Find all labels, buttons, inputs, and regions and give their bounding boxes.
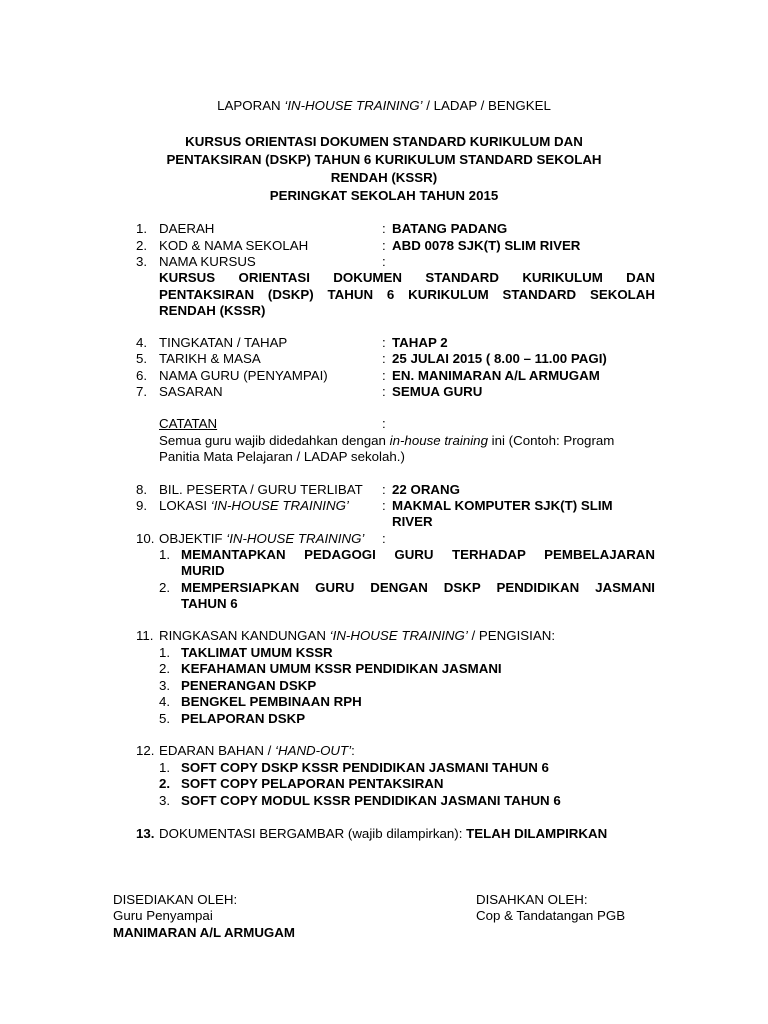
heading-line-1: KURSUS ORIENTASI DOKUMEN STANDARD KURIKULUM DAN (185, 134, 583, 149)
colon: : (382, 254, 386, 269)
list-item-number: 3. (159, 678, 171, 693)
item-label-sasaran: SASARAN (159, 384, 223, 399)
kursus-detail-line-3: RENDAH (KSSR) (159, 303, 266, 318)
list-item-number: 2. (159, 776, 171, 791)
colon: : (382, 351, 386, 366)
objective-line: MEMPERSIAPKAN GURU DENGAN DSKP PENDIDIKAN JASMANI (181, 580, 655, 595)
objective-line: TAHUN 6 (181, 596, 238, 611)
colon: : (382, 384, 386, 399)
kursus-detail-line-2: PENTAKSIRAN (DSKP) TAHUN 6 KURIKULUM STANDARD SEKOLAH (159, 287, 655, 302)
list-item-number: 2. (159, 661, 171, 676)
colon: : (382, 221, 386, 236)
colon: : (382, 531, 386, 546)
catatan-text-line-2: Panitia Mata Pelajaran / LADAP sekolah.) (159, 449, 405, 464)
objective-number: 2. (159, 580, 171, 595)
item-number: 1. (136, 221, 148, 236)
item-label-peserta: BIL. PESERTA / GURU TERLIBAT (159, 482, 363, 497)
item-value-sekolah: ABD 0078 SJK(T) SLIM RIVER (392, 238, 581, 253)
objective-number: 1. (159, 547, 171, 562)
item-label-edaran: EDARAN BAHAN / ‘HAND-OUT’: (159, 743, 355, 758)
catatan-text-line-1: Semua guru wajib didedahkan dengan in-house training ini (Contoh: Program (159, 433, 615, 448)
item-number: 11. (136, 628, 154, 643)
prepared-by-label: DISEDIAKAN OLEH: (113, 892, 238, 907)
item-label-sekolah: KOD & NAMA SEKOLAH (159, 238, 309, 253)
approved-by-label: DISAHKAN OLEH: (476, 892, 588, 907)
item-value-daerah: BATANG PADANG (392, 221, 508, 236)
heading-line-2: PENTAKSIRAN (DSKP) TAHUN 6 KURIKULUM STANDARD SEKOLAH (166, 152, 602, 167)
item-label-lokasi: LOKASI ‘IN-HOUSE TRAINING’ (159, 498, 349, 513)
objective-line: MEMANTAPKAN PEDAGOGI GURU TERHADAP PEMBELAJARAN (181, 547, 655, 562)
item-number: 4. (136, 335, 148, 350)
item-value-dokumentasi: TELAH DILAMPIRKAN (466, 826, 608, 841)
colon: : (382, 335, 386, 350)
colon: : (382, 416, 386, 431)
heading-line-4: PERINGKAT SEKOLAH TAHUN 2015 (269, 188, 499, 203)
item-label-ringkasan: RINGKASAN KANDUNGAN ‘IN-HOUSE TRAINING’ / PENGISIAN: (159, 628, 556, 643)
item-number: 8. (136, 482, 148, 497)
list-item-number: 4. (159, 694, 171, 709)
list-item-number: 1. (159, 760, 171, 775)
prepared-by-role: Guru Penyampai (113, 908, 213, 923)
colon: : (382, 368, 386, 383)
list-item: TAKLIMAT UMUM KSSR (181, 645, 333, 660)
report-title: LAPORAN ‘IN-HOUSE TRAINING’ / LADAP / BENGKEL (217, 98, 551, 113)
item-value-lokasi-line-1: MAKMAL KOMPUTER SJK(T) SLIM (392, 498, 613, 513)
item-label-daerah: DAERAH (159, 221, 215, 236)
item-number: 10. (136, 531, 155, 546)
approved-by-role: Cop & Tandatangan PGB (476, 908, 626, 923)
item-value-tarikh: 25 JULAI 2015 ( 8.00 – 11.00 PAGI) (392, 351, 607, 366)
item-number: 3. (136, 254, 148, 269)
item-value-tahap: TAHAP 2 (392, 335, 448, 350)
item-number: 7. (136, 384, 148, 399)
item-number: 9. (136, 498, 148, 513)
item-number: 12. (136, 743, 155, 758)
list-item: KEFAHAMAN UMUM KSSR PENDIDIKAN JASMANI (181, 661, 502, 676)
objective-line: MURID (181, 563, 225, 578)
item-label-tahap: TINGKATAN / TAHAP (159, 335, 288, 350)
item-label-objektif: OBJEKTIF ‘IN-HOUSE TRAINING’ (159, 531, 365, 546)
list-item-number: 1. (159, 645, 171, 660)
list-item: SOFT COPY PELAPORAN PENTAKSIRAN (181, 776, 444, 791)
colon: : (382, 498, 386, 513)
item-value-lokasi-line-2: RIVER (392, 514, 433, 529)
list-item-number: 5. (159, 711, 171, 726)
item-number: 13. (136, 826, 155, 841)
item-value-sasaran: SEMUA GURU (392, 384, 483, 399)
item-label-nama-kursus: NAMA KURSUS (159, 254, 256, 269)
item-number: 6. (136, 368, 148, 383)
list-item: SOFT COPY MODUL KSSR PENDIDIKAN JASMANI TAHUN 6 (181, 793, 561, 808)
list-item: PENERANGAN DSKP (181, 678, 317, 693)
prepared-by-name: MANIMARAN A/L ARMUGAM (113, 925, 295, 940)
item-label-tarikh: TARIKH & MASA (159, 351, 261, 366)
item-label-dokumentasi: DOKUMENTASI BERGAMBAR (wajib dilampirkan): TELAH DILAMPIRKAN (159, 826, 608, 841)
item-number: 5. (136, 351, 148, 366)
list-item: SOFT COPY DSKP KSSR PENDIDIKAN JASMANI TAHUN 6 (181, 760, 549, 775)
item-label-guru: NAMA GURU (PENYAMPAI) (159, 368, 328, 383)
list-item: PELAPORAN DSKP (181, 711, 306, 726)
item-value-guru: EN. MANIMARAN A/L ARMUGAM (392, 368, 600, 383)
colon: : (382, 482, 386, 497)
list-item: BENGKEL PEMBINAAN RPH (181, 694, 362, 709)
kursus-detail-line-1: KURSUS ORIENTASI DOKUMEN STANDARD KURIKULUM DAN (159, 270, 655, 285)
colon: : (382, 238, 386, 253)
catatan-label: CATATAN (159, 416, 218, 431)
heading-line-3: RENDAH (KSSR) (330, 170, 438, 185)
item-value-peserta: 22 ORANG (392, 482, 460, 497)
item-number: 2. (136, 238, 148, 253)
list-item-number: 3. (159, 793, 171, 808)
